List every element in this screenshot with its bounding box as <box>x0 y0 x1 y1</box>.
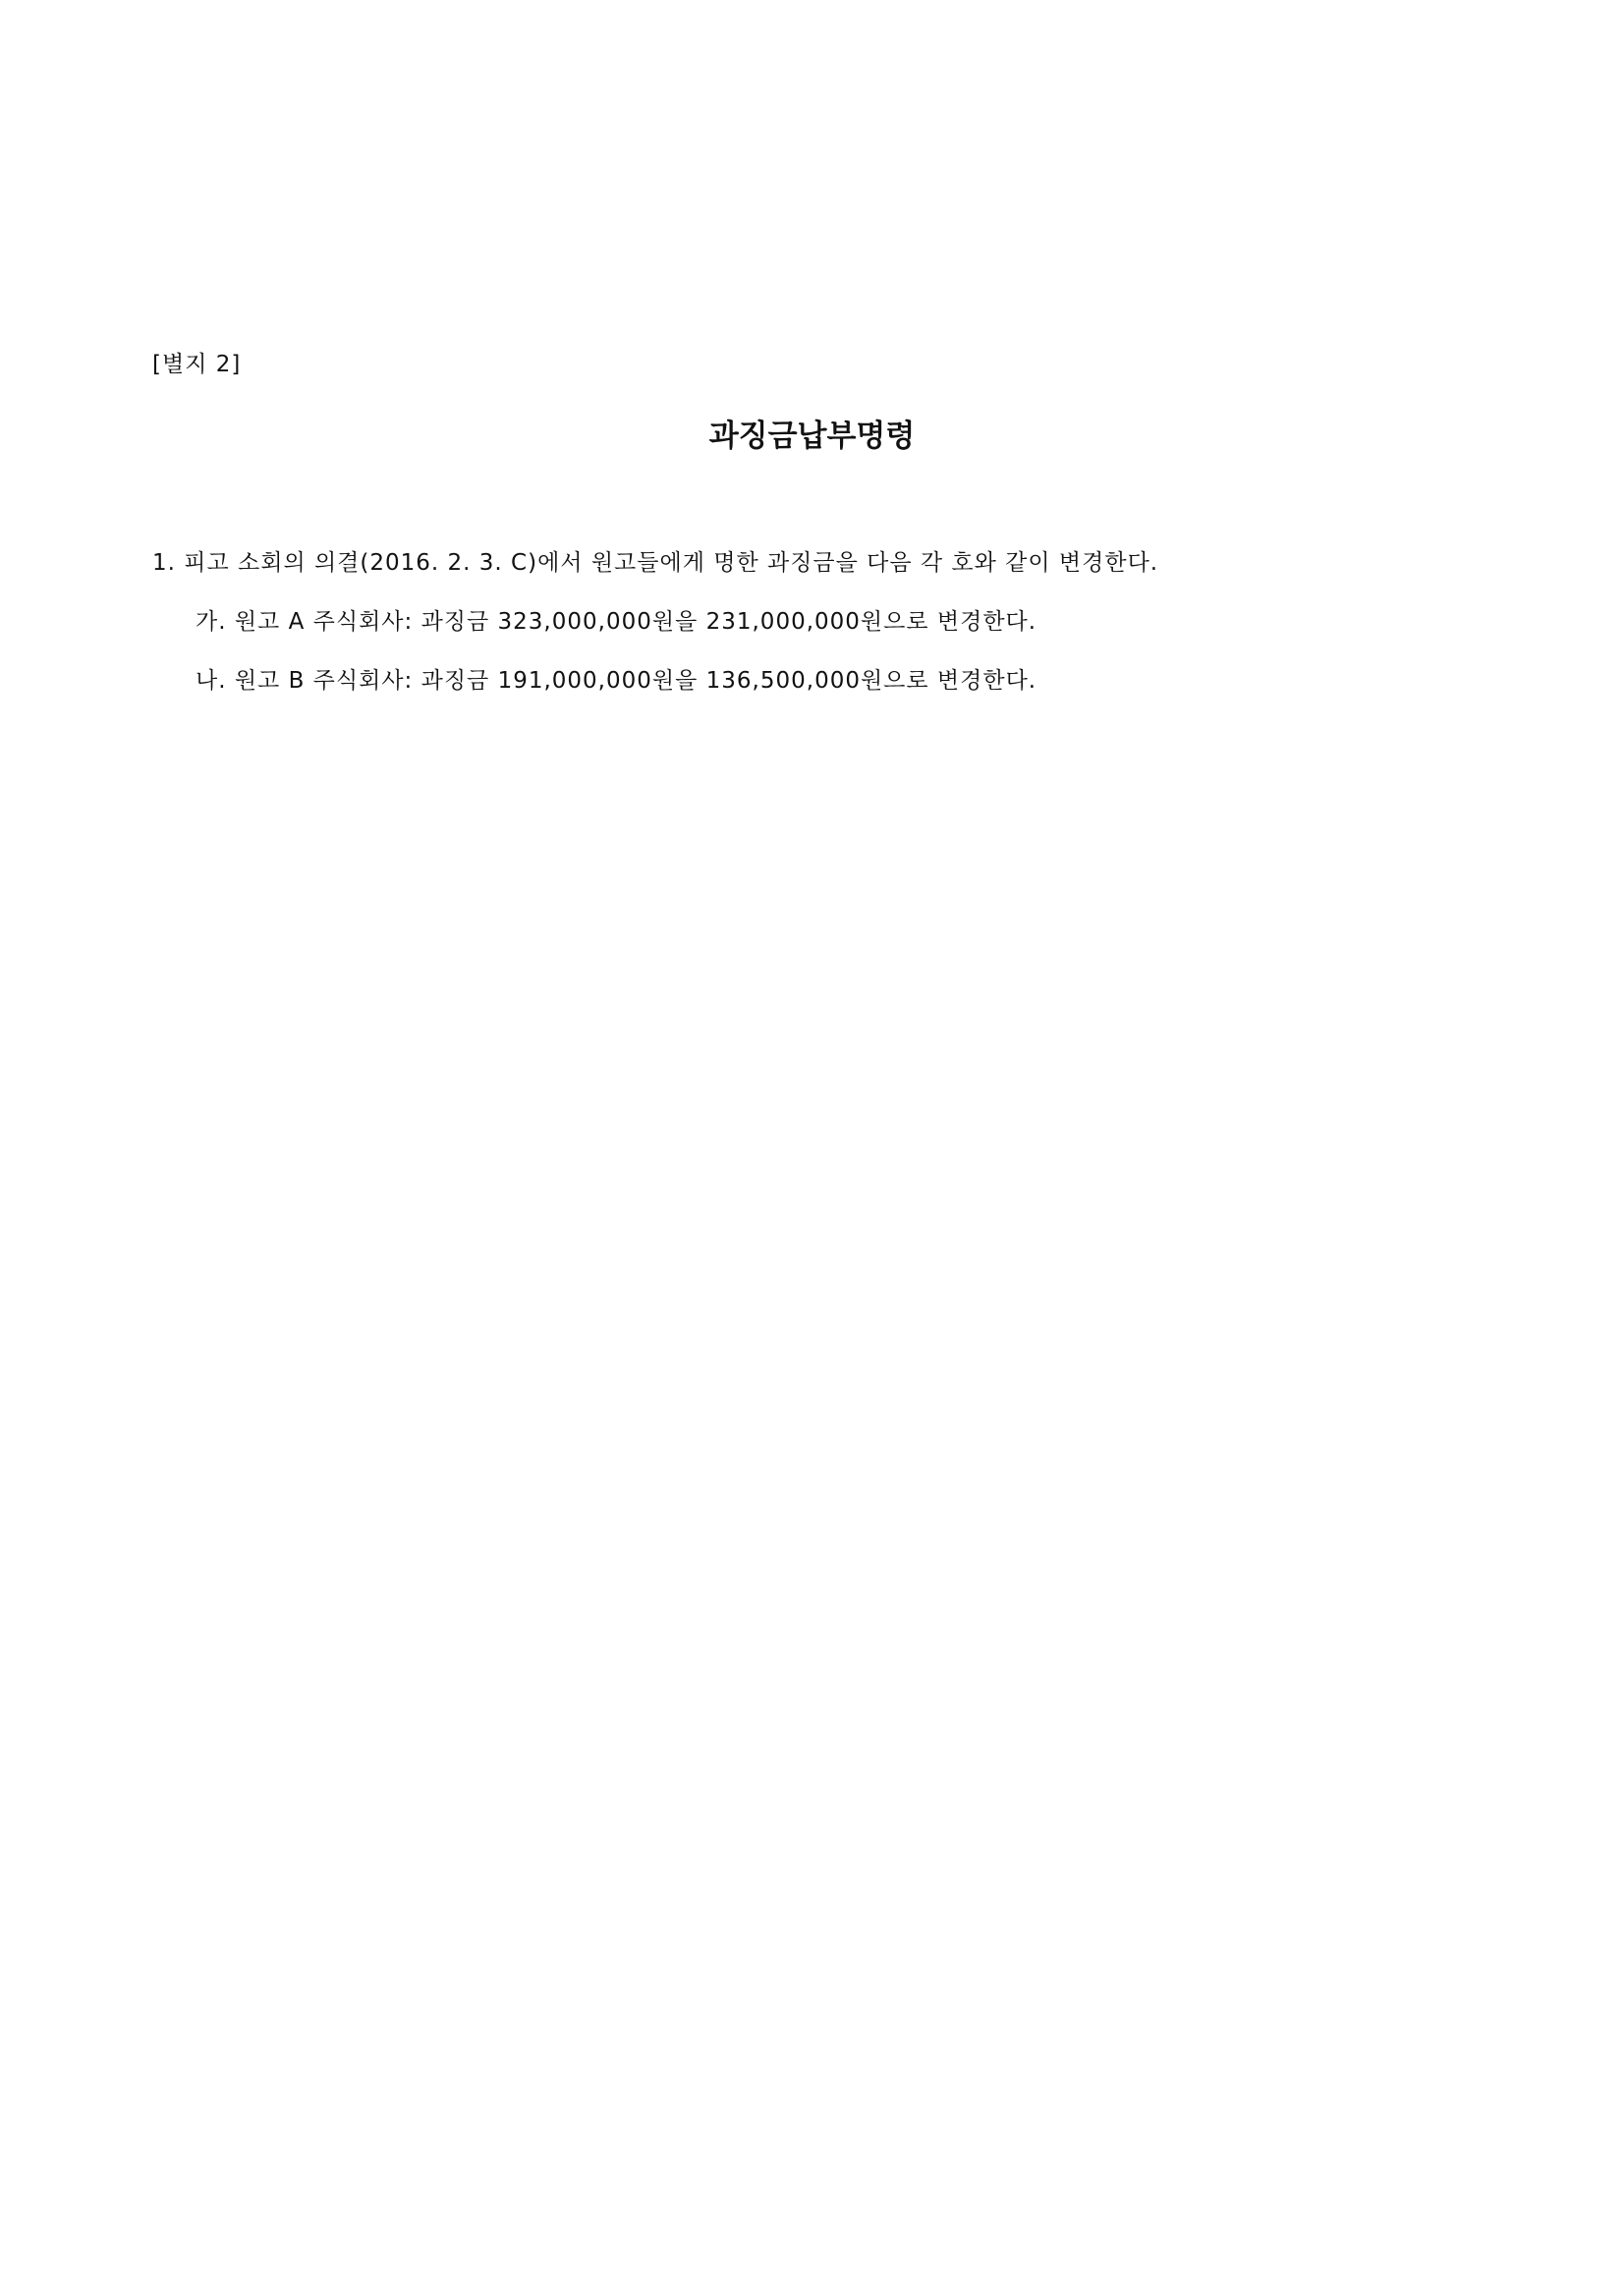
order-subitem-na: 나. 원고 B 주식회사: 과징금 191,000,000원을 136,500,000원으로 변경한다. <box>196 668 1037 694</box>
order-subitem-ga: 가. 원고 A 주식회사: 과징금 323,000,000원을 231,000,000원으로 변경한다. <box>196 609 1037 635</box>
document-title: 과징금납부명령 <box>708 419 916 454</box>
document-body <box>152 548 1528 696</box>
attachment-label: [별지 2] <box>152 352 242 377</box>
order-item-1: 1. 피고 소회의 의결(2016. 2. 3. C)에서 원고들에게 명한 과징금을 다음 각 호와 같이 변경한다. <box>152 550 1159 576</box>
